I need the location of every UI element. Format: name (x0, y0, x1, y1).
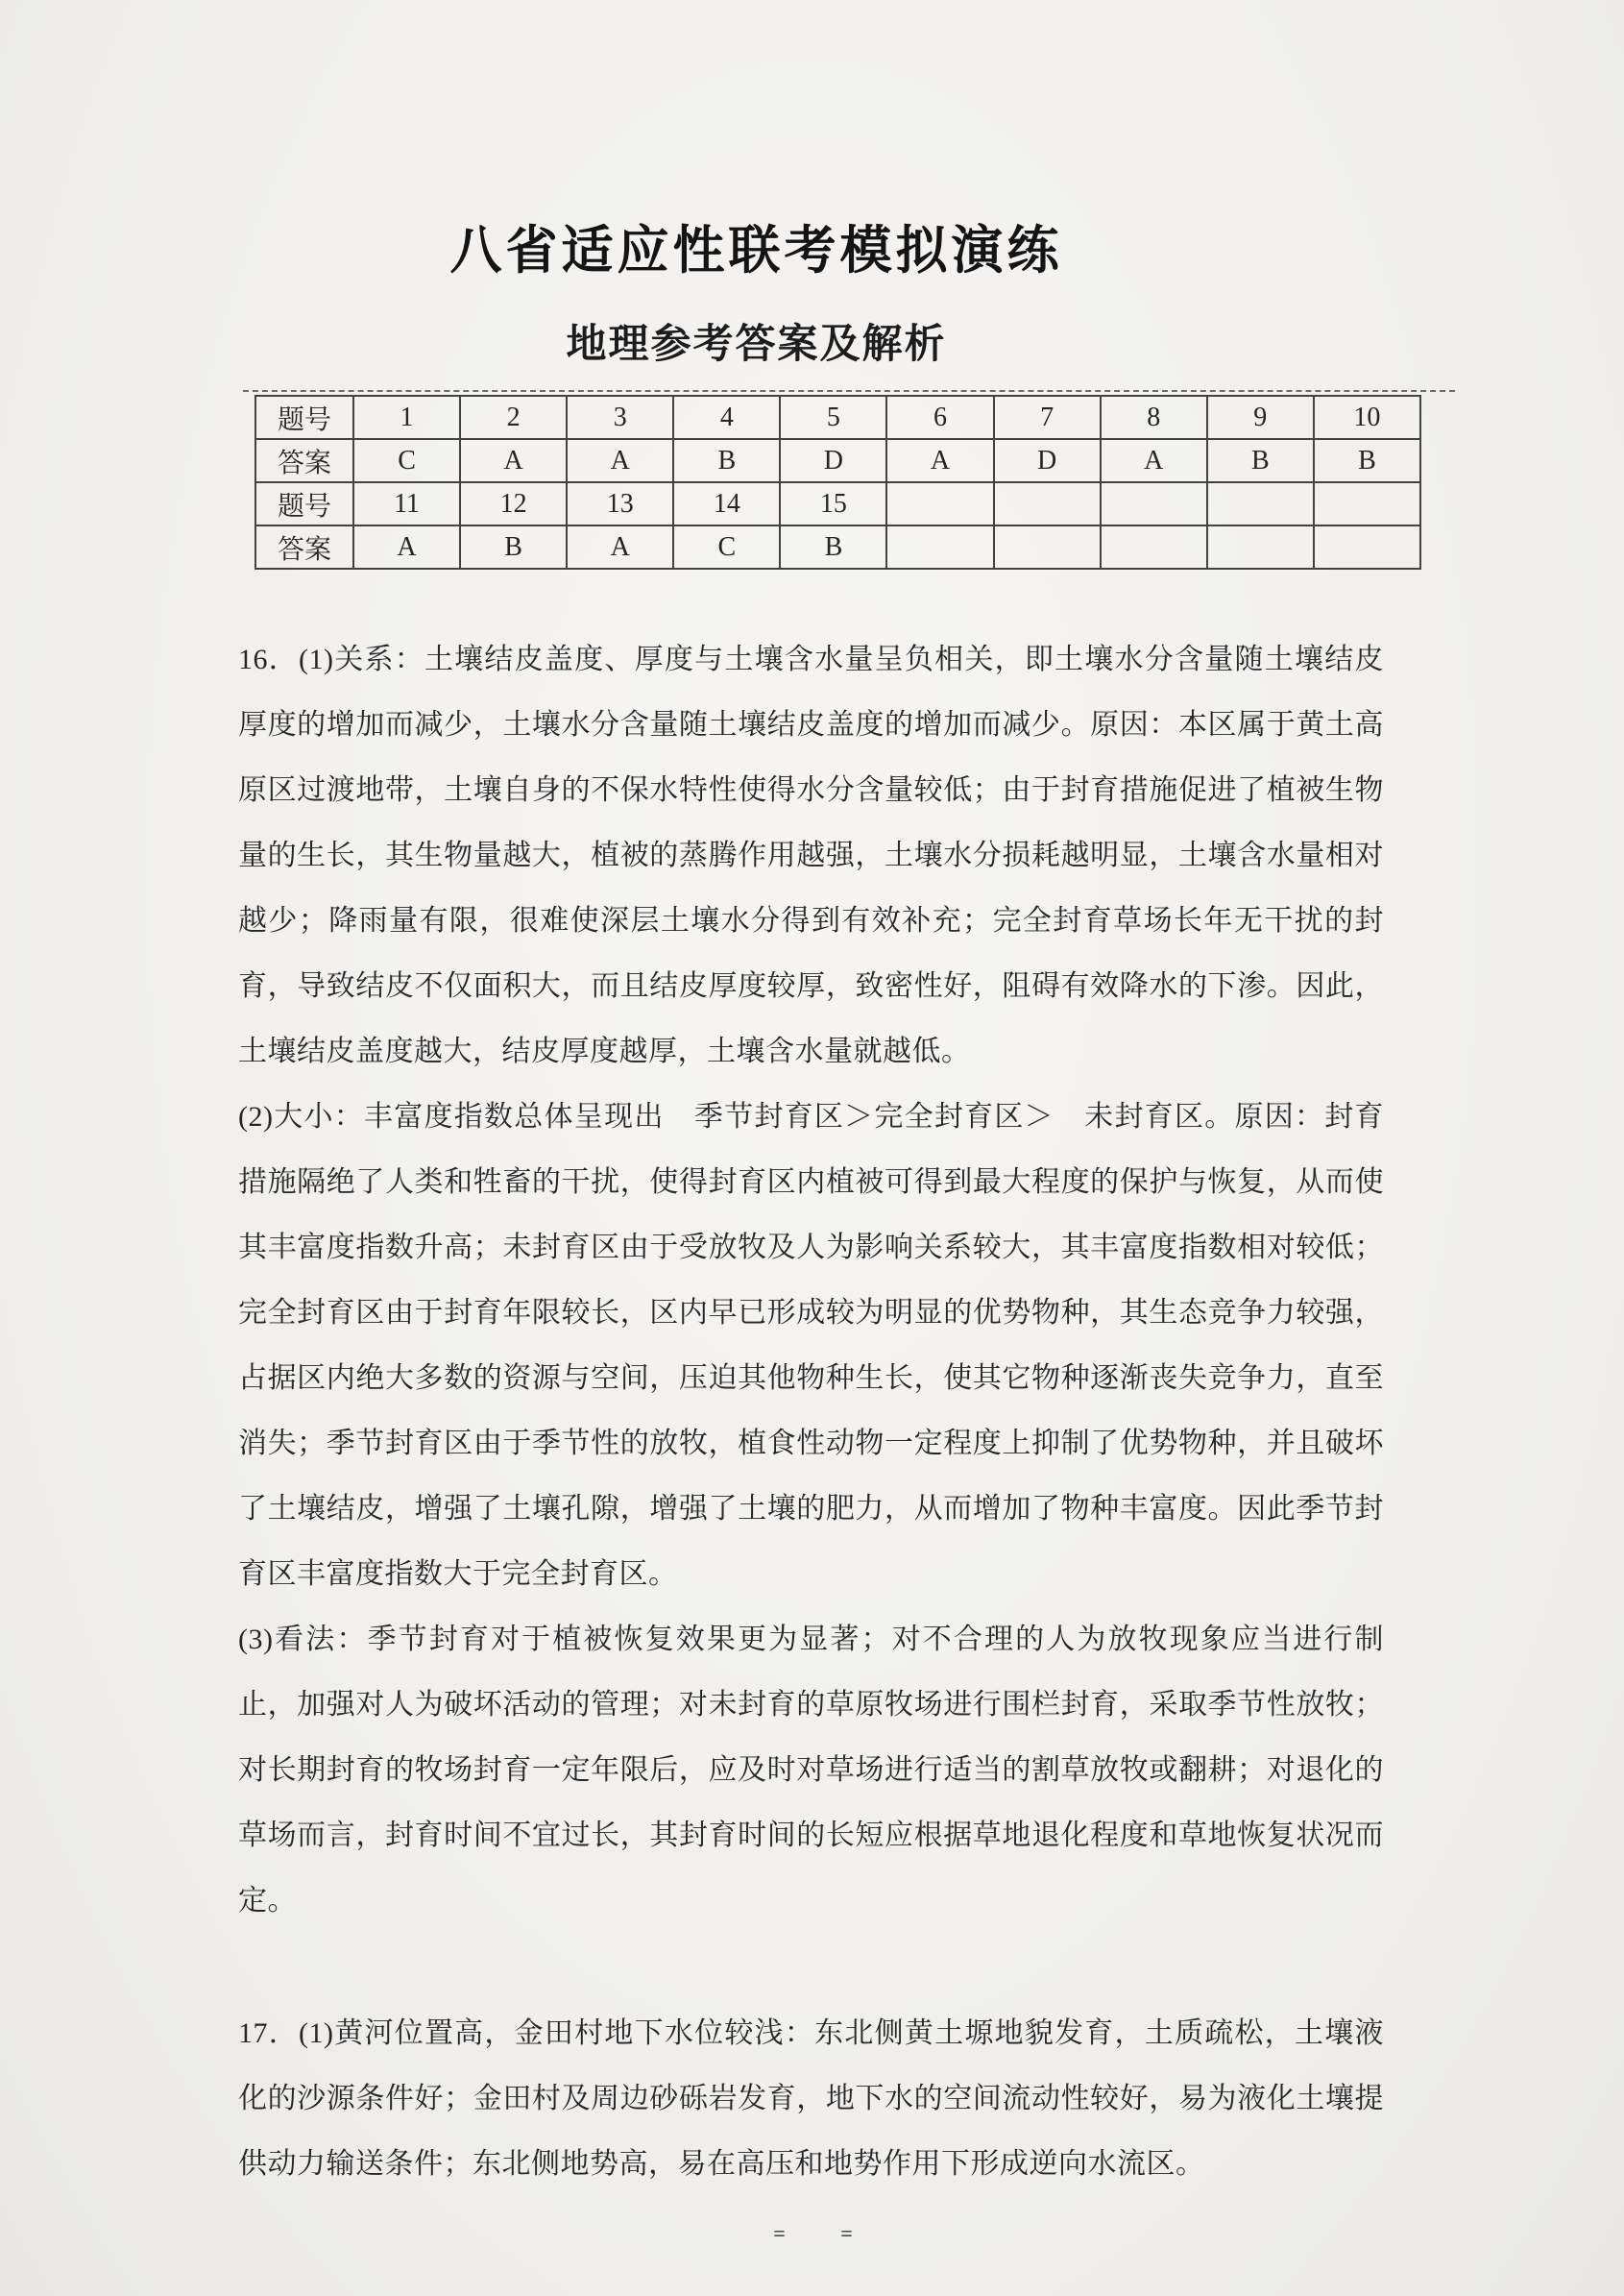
answer-cell: B (1314, 439, 1420, 482)
answer-cell: B (780, 525, 886, 569)
answer-cell (1314, 525, 1420, 569)
solution-16-paragraph-3: (3)看法：季节封育对于植被恢复效果更为显著；对不合理的人为放牧现象应当进行制止，加强对人为破坏活动的管理；对未封育的草原牧场进行围栏封育，采取季节性放牧；对长期封育的牧场封育一定年限后，应及时对草场进行适当的割草放牧或翻耕；对退化的草场而言，封育时间不宜过长，其封育时间的长短应根据草地退化程度和草地恢复状况而定。 (238, 1624, 1384, 1917)
answer-cell (994, 525, 1101, 569)
solution-16-paragraph-1: 16．(1)关系：土壤结皮盖度、厚度与土壤含水量呈负相关，即土壤水分含量随土壤结皮厚度的增加而减少，土壤水分含量随土壤结皮盖度的增加而减少。原因：本区属于黄土高原区过渡地带，土壤自身的不保水特性使得水分含量较低；由于封育措施促进了植被生物量的生长，其生物量越大，植被的蒸腾作用越强，土壤水分损耗越明显，土壤含水量相对越少；降雨量有限，很难使深层土壤水分得到有效补充；完全封育草场长年无干扰的封育，导致结皮不仅面积大，而且结皮厚度较厚，致密性好，阻碍有效降水的下渗。因此，土壤结皮盖度越大，结皮厚度越厚，土壤含水量就越低。 (238, 644, 1384, 1067)
answer-cell: A (886, 439, 993, 482)
answer-cell: D (994, 439, 1101, 482)
answer-cell (886, 482, 993, 525)
answer-cell (1207, 525, 1314, 569)
answer-cell: B (460, 525, 567, 569)
solution-16-paragraph-2: (2)大小：丰富度指数总体呈现出 季节封育区＞完全封育区＞ 未封育区。原因：封育措施隔绝了人类和牲畜的干扰，使得封育区内植被可得到最大程度的保护与恢复，从而使其丰富度指数升高；未封育区由于受放牧及人为影响关系较大，其丰富度指数相对较低；完全封育区由于封育年限较长，区内早已形成较为明显的优势物种，其生态竞争力较强，占据区内绝大多数的资源与空间，压迫其他物种生长，使其它物种逐渐丧失竞争力，直至消失；季节封育区由于季节性的放牧，植食性动物一定程度上抑制了优势物种，并且破坏了土壤结皮，增强了土壤孔隙，增强了土壤的肥力，从而增加了物种丰富度。因此季节封育区丰富度指数大于完全封育区。 (238, 1101, 1384, 1590)
row-label-cell: 题号 (255, 482, 353, 525)
row-label-cell: 题号 (255, 396, 353, 439)
answer-cell: C (673, 525, 780, 569)
scan-artifact-dashed-line (243, 390, 1455, 392)
answer-cell: 6 (886, 396, 993, 439)
answer-cell: 4 (673, 396, 780, 439)
answer-cell (1101, 482, 1207, 525)
document-title: 八省适应性联考模拟演练 (449, 222, 1063, 280)
answer-cell: 12 (460, 482, 567, 525)
answer-cell: D (780, 439, 886, 482)
answer-cell: 3 (567, 396, 673, 439)
answer-cell: A (567, 439, 673, 482)
document-subtitle: 地理参考答案及解析 (566, 323, 947, 367)
answer-cell: A (1101, 439, 1207, 482)
answer-cell (1314, 482, 1420, 525)
row-label-cell: 答案 (255, 525, 353, 569)
answer-cell: 9 (1207, 396, 1314, 439)
answer-cell: 14 (673, 482, 780, 525)
solutions-section (238, 627, 1384, 2197)
row-label-cell: 答案 (255, 439, 353, 482)
answer-cell: 10 (1314, 396, 1420, 439)
answer-table-row (255, 396, 1420, 439)
answer-cell: 11 (353, 482, 460, 525)
answer-cell: C (353, 439, 460, 482)
answer-table-row (255, 525, 1420, 569)
page-footer-mark: = = (773, 2221, 878, 2245)
answer-cell (994, 482, 1101, 525)
answer-cell: B (673, 439, 780, 482)
answer-cell (886, 525, 993, 569)
answer-table-row (255, 439, 1420, 482)
answer-cell: 7 (994, 396, 1101, 439)
solution-17-paragraph-1: 17．(1)黄河位置高，金田村地下水位较浅：东北侧黄土塬地貌发育，土质疏松，土壤液化的沙源条件好；金田村及周边砂砾岩发育，地下水的空间流动性较好，易为液化土壤提供动力输送条件；东北侧地势高，易在高压和地势作用下形成逆向水流区。 (238, 2017, 1384, 2180)
answer-cell: 2 (460, 396, 567, 439)
answer-cell: B (1207, 439, 1314, 482)
answer-cell: 15 (780, 482, 886, 525)
answer-table-row (255, 482, 1420, 525)
document-header (0, 209, 1568, 370)
answer-cell: 13 (567, 482, 673, 525)
answer-cell: 5 (780, 396, 886, 439)
answer-cell: A (567, 525, 673, 569)
answer-key-table (255, 395, 1421, 570)
answer-cell (1101, 525, 1207, 569)
answer-key-table-wrap (255, 395, 1421, 570)
answer-cell (1207, 482, 1314, 525)
answer-cell: 8 (1101, 396, 1207, 439)
answer-key-table-body (255, 396, 1420, 569)
answer-cell: 1 (353, 396, 460, 439)
answer-cell: A (353, 525, 460, 569)
answer-cell: A (460, 439, 567, 482)
